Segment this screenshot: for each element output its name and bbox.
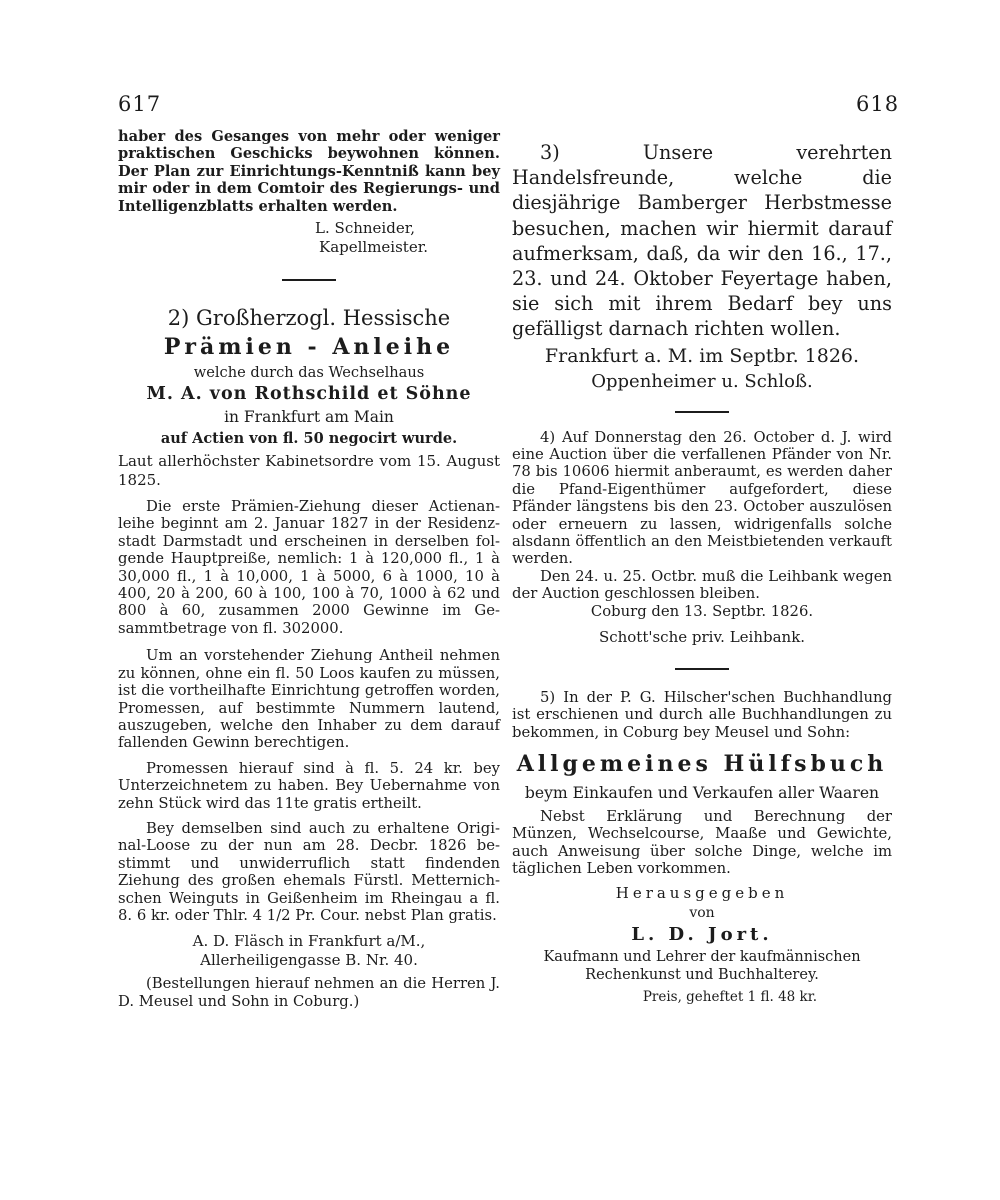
section-divider [675, 411, 729, 413]
right-column [512, 128, 892, 1007]
left-page-number: 617 [118, 92, 162, 116]
notice-2-decree: Laut allerhöchster Kabinetsordre vom 15. August 1825. [118, 452, 500, 489]
notice-5-author: L. D. Jort. [631, 923, 773, 945]
notice-4-place-date: Coburg den 13. Septbr. 1826. [590, 602, 814, 620]
notice-2-signature-name: A. D. Fläsch in Frankfurt a/M., [192, 932, 426, 951]
notice-5-intro: 5) In der P. G. Hilscher'schen Buchhandlung ist erschienen und durch alle Buchhandlungen zu bekommen, in Coburg bey Meusel und Sohn: [512, 688, 892, 741]
notice-2-signature-address: Allerheiligengasse B. Nr. 40. [200, 951, 418, 970]
right-page-number: 618 [856, 92, 900, 116]
notice-2-heading: 2) Großherzogl. Hessische [167, 306, 451, 331]
notice-5-edited: Herausgegeben [615, 883, 789, 902]
notice-2-line-1: welche durch das Wechselhaus [193, 364, 425, 382]
notice-4-text: 4) Auf Donnerstag den 26. October d. J. wird eine Auction über die verfallenen Pfänder von Nr. 78 bis 10606 hiermit anberaumt, es werden daher die Pfand-Eigenthümer aufgefordert, diese Pfänder längstens bis den 23. October auszulösen oder erneuern zu lassen, widrigenfalls solche alsdann öffentlich an den Meistbietenden verkauft werden. [512, 428, 892, 568]
notice-5-price: Preis, geheftet 1 fl. 48 kr. [642, 988, 817, 1005]
intro-signature-name: L. Schneider, [315, 219, 415, 238]
notice-3-signature: Oppenheimer u. Schloß. [591, 370, 813, 392]
notice-2-paragraph-4: Bey demselben sind auch zu erhaltene Original-Loose zu der nun am 28. Decbr. 1826 bestimmt und unwiderruflich statt findenden Ziehung des großen ehemals Fürstl. Metternichschen Weinguts in Geißenheim im Rheingau a fl. 8. 6 kr. oder Thlr. 4 1/2 Pr. Cour. nebst Plan gratis. [118, 819, 500, 924]
notice-2-paragraph-3: Promessen hierauf sind à fl. 5. 24 kr. bey Unterzeichnetem zu haben. Bey Uebernahme von zehn Stück wird das 11te gratis ertheilt. [118, 759, 500, 812]
section-divider [675, 668, 729, 670]
notice-2-line-3: in Frankfurt am Main [224, 408, 394, 427]
section-divider [282, 279, 336, 281]
intro-signature-title: Kapellmeister. [318, 238, 428, 257]
notice-3-place-date: Frankfurt a. M. im Septbr. 1826. [544, 344, 860, 367]
notice-4-closure: Den 24. u. 25. Octbr. muß die Leihbank wegen der Auction geschlossen bleiben. [512, 567, 892, 603]
notice-2-line-2: M. A. von Rothschild et Söhne [146, 384, 472, 405]
notice-3-text: 3) Unsere verehrten Handelsfreunde, welche die diesjährige Bamberger Herbstmesse besuchen, machen wir hiermit darauf aufmerksam, daß, da wir den 16., 17., 23. und 24. Oktober Feyertage haben, sie sich mit ihrem Bedarf bey uns gefälligst darnach richten wollen. [512, 141, 892, 341]
left-column [118, 128, 500, 1010]
notice-2-paragraph-1: Die erste Prämien-Ziehung dieser Actienanleihe beginnt am 2. Januar 1827 in der Residenzstadt Darmstadt und erscheinen in derselben folgende Hauptpreiße, nemlich: 1 à 120,000 fl., 1 à 30,000 fl., 1 à 10,000, 1 à 5000, 6 à 1000, 10 à 400, 20 à 200, 60 à 100, 100 à 70, 1000 à 62 und 800 à 60, zusammen 2000 Gewinne im Gesammtbetrage von fl. 302000. [118, 498, 500, 637]
notice-5-by: von [689, 904, 715, 921]
notice-2-line-4: auf Actien von fl. 50 negocirt wurde. [160, 430, 458, 448]
notice-5-subtitle: beym Einkaufen und Verkaufen aller Waaren [524, 783, 880, 802]
notice-2-orders: (Bestellungen hierauf nehmen an die Herren J. D. Meusel und Sohn in Coburg.) [118, 975, 500, 1010]
intro-paragraph: haber des Gesanges von mehr oder weniger praktischen Geschicks beywohnen können. Der Plan zur Einrichtungs-Kenntniß kann bey mir oder in dem Comtoir des Regierungs- und Intelligenzblatts erhalten werden. [118, 128, 500, 215]
notice-2-paragraph-2: Um an vorstehender Ziehung Antheil nehmen zu können, ohne ein fl. 50 Loos kaufen zu müssen, ist die vortheilhafte Einrichtung getroffen worden, Promessen, auf bestimmte Nummern lautend, auszugeben, welche den Inhaber zu dem darauf fallenden Gewinn berechtigen. [118, 647, 500, 752]
notice-5-description: Nebst Erklärung und Berechnung der Münzen, Wechselcourse, Maaße und Gewichte, auch Anweisung über solche Dinge, welche im täglichen Leben vorkommen. [512, 807, 892, 878]
notice-2-title: Prämien - Anleihe [163, 334, 455, 361]
notice-5-book-title: Allgemeines Hülfsbuch [516, 750, 888, 777]
notice-4-signature: Schott'sche priv. Leihbank. [598, 627, 806, 646]
notice-5-author-profession: Kaufmann und Lehrer der kaufmännischen Rechenkunst und Buchhalterey. [543, 948, 861, 983]
